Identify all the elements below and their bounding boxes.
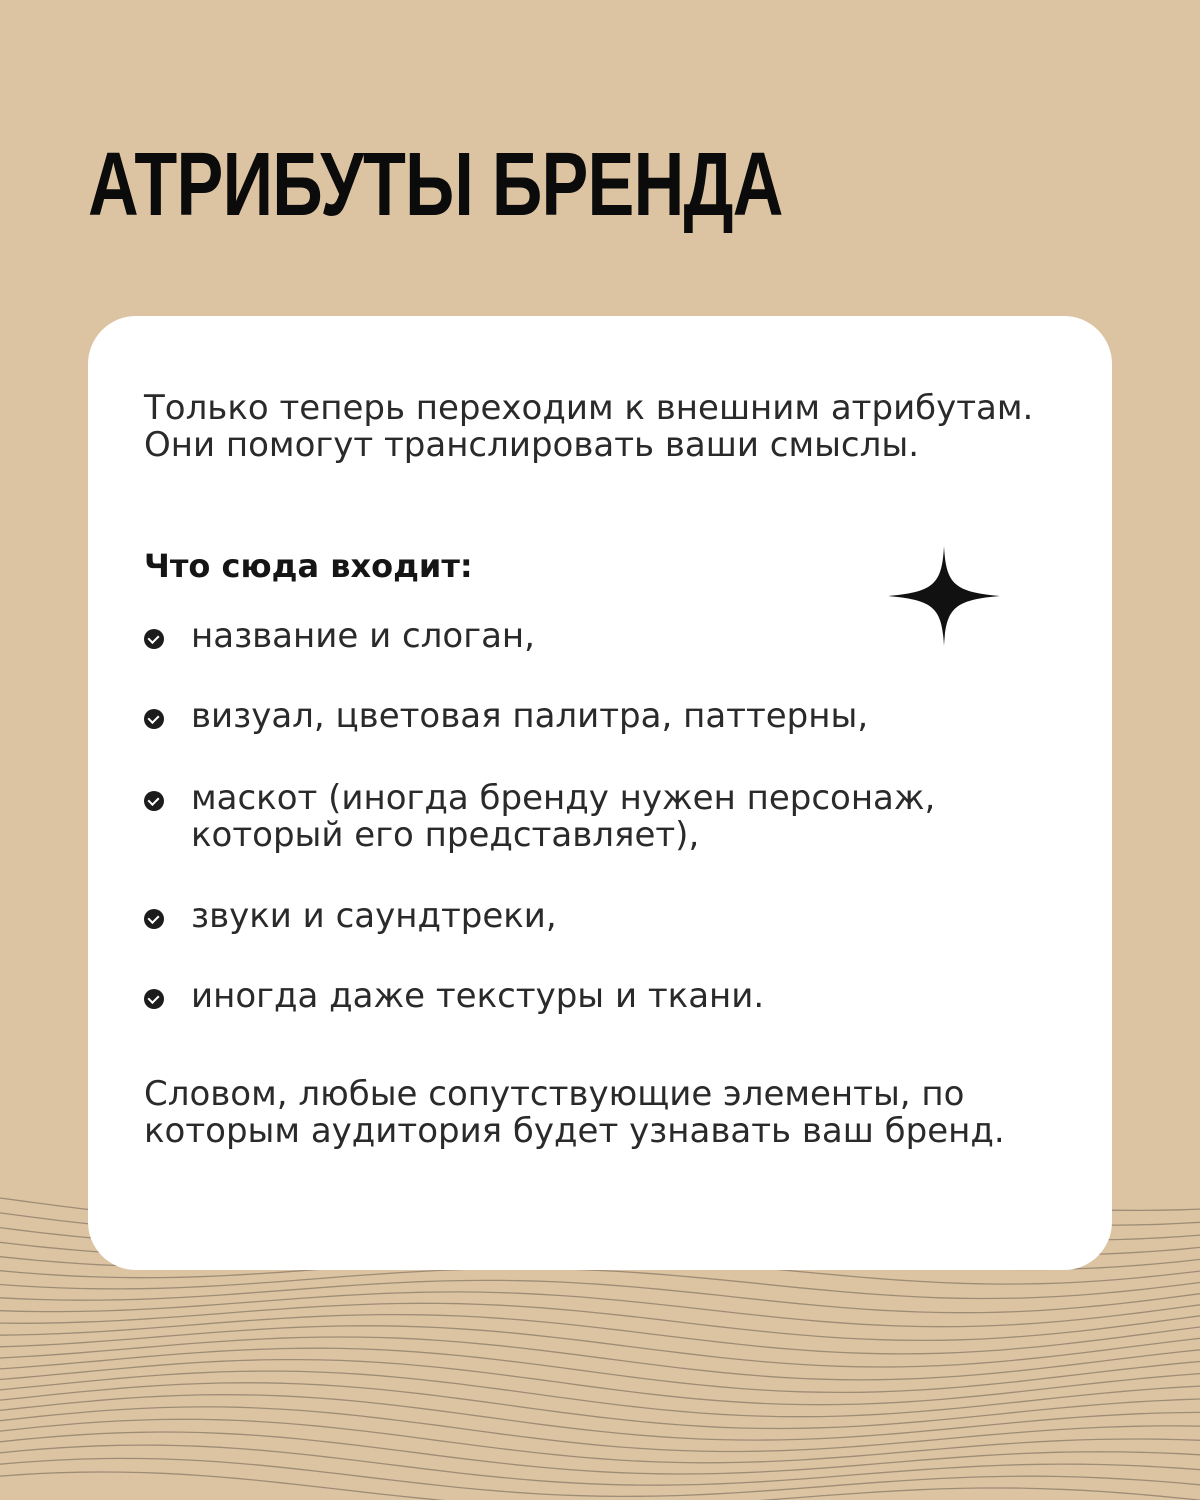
check-circle-icon: [144, 989, 164, 1009]
wave-line: [0, 1432, 1200, 1474]
list-item-text: маскот (иногда бренду нужен персонаж, который его представляет),: [191, 778, 936, 855]
check-circle-icon: [144, 909, 164, 929]
check-circle-icon: [144, 629, 164, 649]
wave-line: [0, 1326, 1200, 1367]
list-heading: Что сюда входит:: [144, 547, 473, 585]
wave-line: [0, 1371, 1200, 1417]
content-card: [88, 316, 1112, 1270]
check-circle-icon: [144, 791, 164, 811]
page-title: АТРИБУТЫ БРЕНДА: [88, 135, 783, 235]
wave-line: [0, 1445, 1200, 1485]
list-item-text: визуал, цветовая палитра, паттерны,: [191, 696, 869, 736]
list-item-text: иногда даже текстуры и ткани.: [191, 976, 765, 1016]
intro-paragraph: Только теперь переходим к внешним атрибутам. Они помогут транслировать ваши смыслы.: [144, 388, 1034, 465]
outro-paragraph: Словом, любые сопутствующие элементы, по которым аудитория будет узнавать ваш бренд.: [144, 1074, 1005, 1151]
list-item-text: название и слоган,: [191, 616, 535, 656]
wave-line: [0, 1360, 1200, 1405]
wave-line: [0, 1315, 1200, 1354]
list-item-text: звуки и саундтреки,: [191, 896, 557, 936]
wave-line: [0, 1407, 1200, 1452]
wave-line: [0, 1280, 1200, 1312]
check-circle-icon: [144, 709, 164, 729]
wave-line: [0, 1419, 1200, 1463]
